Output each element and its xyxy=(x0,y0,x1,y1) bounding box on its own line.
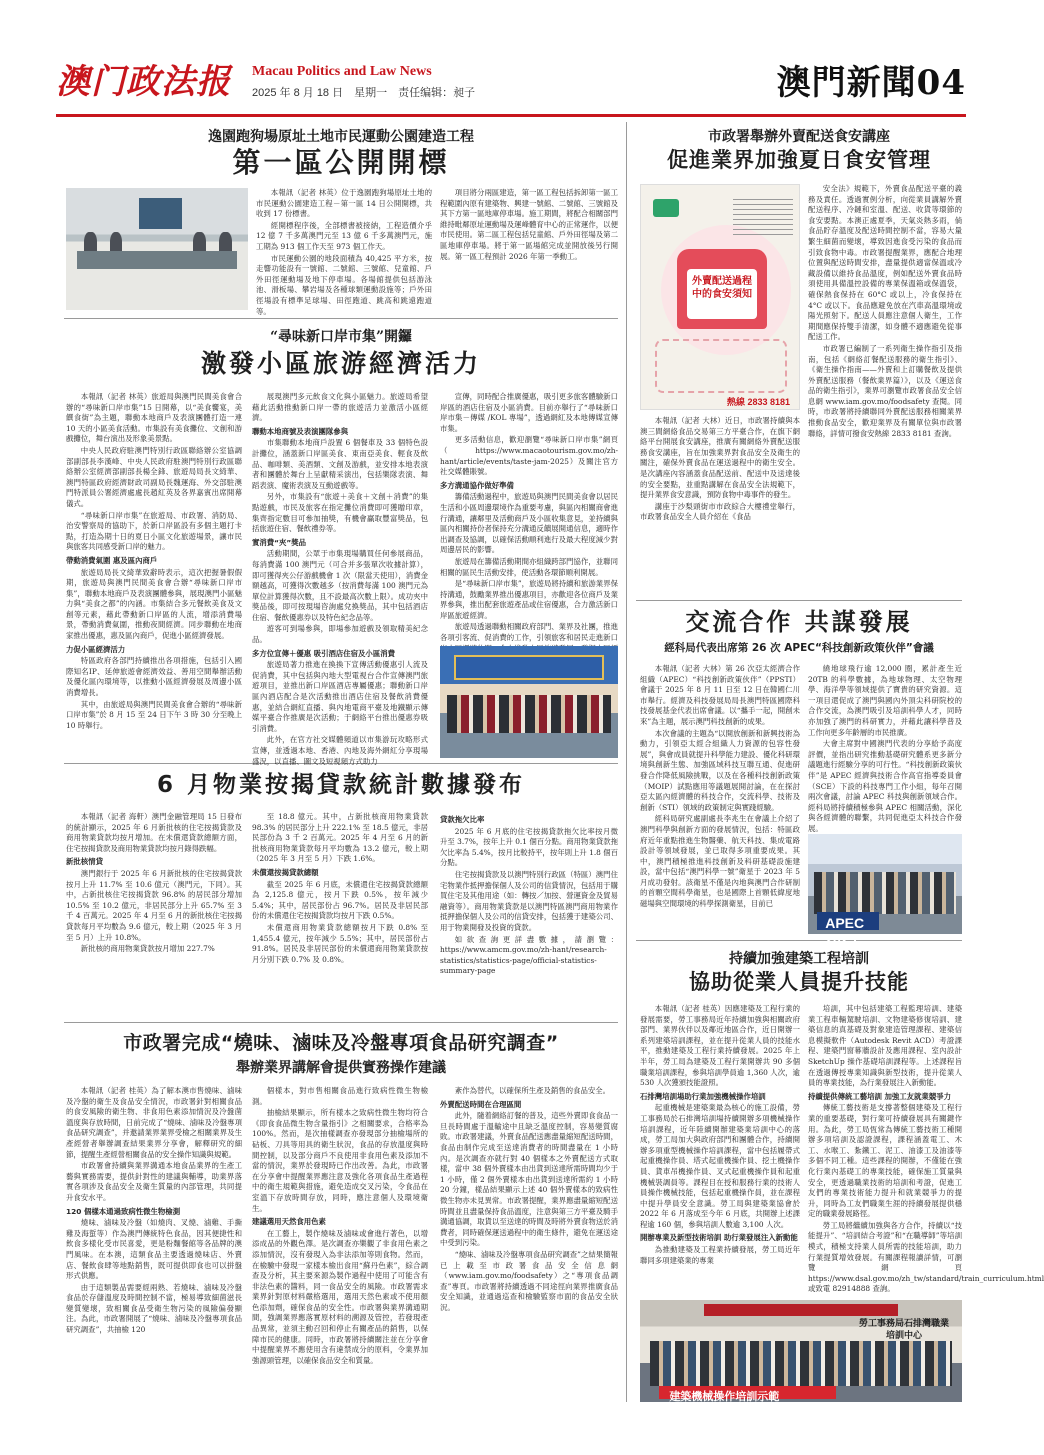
paragraph: 市政署已編制了一系列衛生操作指引及指南，包括《網絡訂餐配送服務的衛生指引》、《衛生操作指南——外賣和上訂購餐飲及提供外賣配送服務（餐飲業界篇）》，以及《運送食品的衛生指引》，業界可瀏覽市政署食品安全信息網 www.iam.gov.mo/foodsafety 查閱。同時，市政署將持續聯同外賣配送服務相關業界推動食品安全，歡迎業界及有關單位與市政署聯絡，詳情可撥食安熱線 2833 8181 查詢。 xyxy=(808,343,962,438)
paragraph: 住宅按揭貸款及以澳門特別行政區（特區）澳門住宅物業作抵押擔保個人及公司的信貸情況，包括用于購買住宅及其他用途（如：轉按／加按、營運資金及貿易融資等）。商用物業貸款是以澳門特區澳門商用物業作抵押擔保個人及公司的信貸安排，包括獲于建築公司、用于物業開發及投資的貸款。 xyxy=(440,869,618,932)
training-photo-banner: 勞工事務局石排灣職業培訓中心 xyxy=(859,1319,950,1342)
paragraph: “燒味、滷味及冷盤專項食品研究調查”之結果簡報已上載至市政署食品安全信息網（www.iam.gov.mo/foodsafety）之“專項食品調查”專頁。市政署將持續透過不同途徑向業界推廣食品安全知識，並通過巡查和檢驗監察市面的食品安全狀況。 xyxy=(440,1249,618,1312)
article-park-headline: 第一區公開開標 xyxy=(232,146,450,179)
masthead-divider xyxy=(56,114,966,117)
paragraph: 籌備活動過程中，旅遊局與澳門民間美食會以居民生活和小區周邊環境作為重要考慮，與區內相關商會進行溝通，讓鄰里及活動商戶及小區收集意見，並持續與區內相關持份者保持充分溝通反饋展開通信息，適時作出調查及協調，以確保活動順利進行及最大程度減少對周邊居民的影響。 xyxy=(440,492,618,555)
paragraph: 經科局研究處副處長李兆生在會議上介紹了澳門科學與創新方面的發展情況，包括：特區政府近年重點推進生物醫藥、航天科技、集成電路設計等領域發展，並已取得多項重要成果。其中，澳門積極推進科技創新及科研基礎設施建設，當中包括“澳門科學一號”衛星于 2023 年 5 月成功發射。該衛星不僅是內地與澳門合作研制的首顆空間科學衛星，也是國際上首顆低緯度地磁場與空間環境的科學探測衛星，目前已 xyxy=(640,814,800,909)
paragraph: 講座于沙梨頭街市市政綜合大樓禮堂舉行，市政署食品安全人員介紹在《食品 xyxy=(640,501,800,522)
article-apec-col1 xyxy=(640,664,800,936)
paragraph: 本報訊（記者 桂英）為了解本澳市售燒味、滷味及冷盤的衛生及食品安全情況，市政署針對相關食品的食安風險的衛生物、非食用色素添加情況及冷盤菌溫度與存放時間，日前完成了“燒味、滷味及冷盤專項食品研究調查”，并邀請業界業界受檢之相關業界及生產經營者舉辦調查結果業界分享會，解釋研究的細節，提醒生產經營相關食品的安全操作知識與規範。 xyxy=(66,1086,242,1159)
paragraph: 本報訊（記者 大林）近日，市政署持續與本澳三間網絡食品交易第三方平臺合作，在旗下網絡平台開展食安講座，推廣有關網絡外賣配送服務食安講座，旨在加強業界對食品安全及衛生的關注，確保外賣食品在運送過程中的衛生安全。是次講座內容涵蓋食品配送前、配送中及送達後的安全要點，並重點講解在食品安全法規範下，提升業界食安意識，預防食物中毒事件的發生。 xyxy=(640,416,800,500)
subheading: 新批核情貸 xyxy=(66,857,103,867)
subheading: 帶動消費氣圍 惠及區內商戶 xyxy=(66,555,158,565)
paragraph: 傳統工藝技術是支撐著整個建築及工程行業的重要基礎，對行業可持續發展具有關鍵作用。為此，勞工局恆常為傳統工藝技術工種開辦多項培訓及認證課程，課程涵蓋電工、木工、水喉工、紮鐵工、泥工、油漆工及油漆等多個不同工種。這些課程的開辦，不僅能在強化行業內基礎工的專業技能，確保施工質量與安全，更透過職業技術的培訓和考證，促進工友們的專業技術能力提升和就業競爭力的提升，同時為工友們職業生涯的持續發展提供穩定的職業發展路徑。 xyxy=(808,1103,962,1219)
section-divider-right-1 xyxy=(636,600,962,601)
article-market-col2 xyxy=(252,392,428,766)
article-food-survey-subhead: 舉辦業界講解會提供實務操作建議 xyxy=(236,1060,446,1076)
article-property-col3 xyxy=(440,812,618,1018)
page-section-title: 澳門新聞04 xyxy=(776,63,966,103)
paragraph: 燒味、滷味及冷盤（如燒肉、叉燒、滷雞、手撕雞及海蜇等）作為澳門傳統特色食品，因其便捷性和飲食多樣化受市民喜愛，更是粉麵餐館等各品牌的澳門風味。在本澳，這類食品主要透過燒味店、外賣店、餐飲食肆等地點銷售，既可提供即食也可以拼盤形式供應。 xyxy=(66,1218,242,1281)
subheading: 石排灣培訓場助行業加強機械操作培訓 xyxy=(640,1091,766,1101)
paragraph: 項目將分兩區建造，第一區工程包括拆卸第一區工程範圍內原有建築物、興建一號館、二號館、三號館及其下方第一區地庫停車場。施工期間，將配合相關部門維持毗鄰原址運動場及運峰體育中心的正常運作，以便市民使用。第二區工程包括兒童館、戶外田徑場及第二區地庫停車場。將于第一區場館完成並開放後另行開展。第一區工程預計 2026 年第一季動工。 xyxy=(440,188,618,261)
article-market-col3 xyxy=(440,392,618,642)
paragraph: 中央人民政府駐澳門特別行政區聯絡辦公室協調部副部長李漢峰、中央人民政府駐澳門特別行政區聯絡辦公室經濟部副部長楊全鋒、旅遊局局長文綺華、澳門特區政府經濟財政司副局長魏運海、外交部駐澳門特派員公署經濟處處長趙紅英及各界嘉賓出席開幕儀式。 xyxy=(66,445,242,508)
paragraph: 展現澳門多元飲食文化與小區魅力。旅遊局希望藉此活動推動新口岸一帶的旅遊活力並激活小區經濟。 xyxy=(252,392,428,423)
training-photo-sign: 建築機械操作培訓示範 xyxy=(669,1389,780,1403)
article-apec-headline: 交流合作 共謀發展 xyxy=(685,608,913,636)
paragraph: 為推動建築及工程業持續發展，勞工局近年聯同多項建築業的專業 xyxy=(640,1245,800,1265)
paragraph: 其中，由旅遊局與澳門民間美食會合辦的“尋味新口岸市集”於 8 月 15 至 24 日下午 3 時 30 分至晚上 10 時舉行。 xyxy=(66,699,242,730)
poster-title: 外賣配送過程中的食安須知 xyxy=(687,269,757,319)
paragraph: 安全法》規範下，外賣食品配送平臺的義務及責任。透過實例分析，向從業員講解外賣配送程序、冷鏈和室溫、配送、收貨等環節的食安要點。本澳正處夏季，天氣炎熱多雨，倘食品貯存溫度及配送時間控制不當，容易大量繁生細菌而變壞，導致因進食受污染的食品而引致食物中毒。市政署提醒業界，應配合地理位置與配送時間安排，盡量提供適當保溫或冷藏設備以維持食品溫度，例如配送外賣食品時須使用具備溫控設備的專業保溫箱或保溫袋，確保熱食保持在 60°C 或以上，冷食保持在 4°C 或以下。食品應避免放在汽車高溫環境或陽光照射下。配送人員應注意個人衛生，工作期間應保持雙手清潔，如身體不適應避免從事配送工作。 xyxy=(808,184,962,342)
paragraph: 由于這類製品需要經兩熟、若燒味、滷味及冷盤食品於存儲溫度及時間控制不當，極易導致細菌滋長變質變壞，致相關食品受衛生物污染的風險偏發顯注。為此，市政署開展了“燒味、滷味及冷盤專項食品研究調查”，共抽檢 120 xyxy=(66,1282,242,1335)
paragraph: “尋味新口岸市集”在旅遊局、市政署、消防局、治安警察局的協助下，於新口岸區設有多個主題打卡點，打造為期十日的夏日小區文化旅遊場景，讓市民與旅客共同感受新口岸的魅力。 xyxy=(66,510,242,552)
article-market-col1 xyxy=(66,392,242,762)
paragraph: 市集聯動本地商戶設置 6 個餐車及 33 個特色設計攤位，涵蓋新口岸區美食、東南亞美食、輕食及飲品、咖啡類、美酒類、文創及游戲，並安排本地表演者和團體於舞台上呈獻精采演出，包括樂隊表演、舞蹈表演、魔術表演及互動遊戲等。 xyxy=(252,438,428,490)
training-centre-photo xyxy=(640,1300,962,1402)
paragraph: 澳門銀行于 2025 年 6 月新批核的住宅按揭貸款按月上升 11.7% 至 10.6 億元（澳門元，下同）。其中，占新批核住宅按揭貸款 96.8% 的居民部分增加 10.5% 至 10.2 億元，非居民部分上升 65.7% 至 3 千 4 百萬元。2025 年 4 月至 6 月的新批核住宅按揭貸款每月平均數為 9.6 億元，較上期（2025 年 3 月至 5 月）上升 10.8%。 xyxy=(66,868,242,942)
paragraph: 繞地球飛行逾 12,000 圈，累計產生近 20TB 的科學數據，為地球物理、太空物理學、海洋學等領域提供了寶貴的研究資源。這一項目還促成了澳門與國內外頂尖科研院校的合作交流，為澳門吸引及培訓科學人才，同時亦加強了澳門的科研實力，并藉此讓科學普及工作向更多年齡層的市民推廣。 xyxy=(808,664,962,737)
paragraph: 個樣本，對市售相關食品進行致病性微生物檢測。 xyxy=(252,1086,428,1106)
paragraph: 2025 年 6 月底的住宅按揭貸款拖欠比率按月微升至 3.7%，按年上升 0.1 個百分點。商用物業貸款拖欠比率為 5.4%，按月比較持平，按年則上升 1.8 個百分點。 xyxy=(440,826,619,868)
paragraph: 未償還商用物業貸款總額按月下跌 0.8% 至 1,455.4 億元，按年減少 5.5%；其中，居民部份占 91.8%。居民及非居民部份的未償還商用物業貸款按月分別下跌 0.7% 及 0.8%。 xyxy=(252,922,428,964)
paragraph: 旅遊局局長文綺華致辭時表示，這次把握暑假假期，旅遊局與澳門民間美食會合辦“尋味新口岸市集”，聯動本地商戶及表演團體參與，展現澳門小區魅力與“美食之都”的內涵。市集結合多元餐飲美食及文創等元素，藉此帶動新口岸區的人流，增添消費場景，帶動消費氣圍，推動夜間經濟。同步聯動在地商家推出優惠，惠及區內商戶，促進小區經濟發展。 xyxy=(66,567,242,641)
paragraph: 起重機械是建築業最為核心的施工設備，勞工事務局於石排灣培訓場持續開辦多項機械操作培訓課程，近年陸續開辦建築業培訓中心的落成，勞工局加大與政府部門和團體合作，持續開辦多項重型機械操作培訓課程，當中包括履帶式起重機操作員、塔式起重機操作員、挖土機操作員、貨車吊機操作員、叉式起重機操作員和起重機械裝調員等。課程目在授和服務行業的技術人員操作機械技能，包括起重機操作員，並在課程中提升學員安全意識。勞工局與建築業協會於 2022 年 6 月落成至今年 6 月底，共開辦上述課程逾 160 個，參與培訓人數逾 3,100 人次。 xyxy=(640,1103,800,1229)
paragraph: 本報訊（記者 桂英）因應建築及工程行業的發展需要，勞工事務局近年持續加強與相關政府部門、業界伙伴以及鄰近地區合作，近日開辦一系列建築培訓課程，並在提升從業人員的技能水平，推動建築及工程行業持續發展。2025 年上半年，勞工局為建築及工程行業開辦共 90 多個職業培訓課程，參與培訓學員逾 1,360 人次，逾 530 人次獲頒技能證照。 xyxy=(640,1004,800,1088)
apec-photo-label: APEC 2025 xyxy=(825,915,865,947)
paragraph: 紊作為替代，以確保所生產及銷售的食品安全。 xyxy=(454,1086,611,1095)
paragraph: 勞工局將繼續加強與各方合作，持續以“技能提升”、“培訓結合考證”和“在職導師”等培訓模式，積極支持業人員所需的技能培訓，助力行業提質增效發展。有關課程報讀詳情，可瀏覽網頁 https://www.dsal.gov.mo/zh_tw/standard/train_curriculum.html 或致電 82914888 查詢。 xyxy=(808,1220,1044,1294)
article-food-survey-headline: 市政署完成“燒味、滷味及冷盤專項食品研究調查” xyxy=(123,1032,559,1054)
article-park-body-col2 xyxy=(440,188,618,314)
subheading: 多方位宣傳＋優惠 吸引酒店住宿及小區消費 xyxy=(252,648,395,658)
article-park-body-col1 xyxy=(256,188,432,314)
paragraph: 旅遊局在籌備活動期間亦組織跨部門協作，並聯同相關的區民生活動安排，使活動各環節順利開展。 xyxy=(440,556,618,577)
paragraph: 旅遊局著力推進在換換下宣傳活動優惠引人流及促消費，其中包括與內地大型電視台合作宣傳澳門旅遊項目，並推出新口岸區酒店專屬優惠；聯動新口岸區內酒店配合是次活動推出酒店住宿及餐飲消費優惠，並結合網紅直播、與內地電商平臺及地鐵顯示傳媒平臺合作推廣是次活動；于網絡平台推出優惠券吸引消費。 xyxy=(252,660,428,733)
poster-hotline: 熱線 2833 8181 xyxy=(727,397,791,407)
subheading: 力促小區經濟活力 xyxy=(66,644,126,654)
subheading: 實消費“夾”獎品 xyxy=(252,537,307,547)
article-food-survey-col2 xyxy=(252,1086,428,1402)
article-property-headline: 6 月物業按揭貸款統計數據發布 xyxy=(156,772,525,798)
article-training-col2 xyxy=(808,1004,1044,1296)
paragraph: 如欲查詢更詳盡數據，請瀏覽：https://www.amcm.gov.mo/zh-hant/research-statistics/statistics-page/official-statistics-summary-page xyxy=(440,934,618,976)
paragraph: 本報訊（記者 海軒）澳門金融管理局 15 日發布的統計顯示，2025 年 6 月新批核的住宅按揭貸款及商用物業貸款均按月增加。在未償還貸款總額方面，住宅按揭貸款及商用物業貸款均按月錄得跌幅。 xyxy=(66,812,242,853)
section-divider-right-2 xyxy=(636,940,962,941)
paragraph: 大會主席對中國澳門代表的分享給予高度評價，並指出研究推動基礎研究體系更多新分議題進行經驗分享的可行性。“科技創新政策伙伴”是 APEC 經濟與技術合作高官指導委員會（SCE）下設的科技專門工作小組，每年召開兩次會議，討論 APEC 科技與創新領域合作。經科局將持續積極參與 APEC 相關活動，深化與各經濟體的聯繫，共同促進亞太科技合作發展。 xyxy=(808,739,962,833)
main-column-divider xyxy=(626,122,627,1402)
paragraph: 市政署會持續與業界溝通本地食品業界的生產工藝與實務需要，提供針對性的建議與輔導，助業界落實各項涉及食品安全及衛生質量的內部管理，共同提升食安水平。 xyxy=(66,1161,242,1202)
apec-meeting-photo xyxy=(808,834,962,947)
paragraph: 本報訊（記者 大林）第 26 次亞太經濟合作組織（APEC）“科技創新政策伙伴”（PPSTI）會議于 2025 年 8 月 11 日至 12 日在韓國仁川市舉行。經濟及科技發展局局長澳門特區國際科技發展基金代表出席會議。以“攜手一起，開創未來”為主題，展示澳門科技創新的成果。 xyxy=(640,664,800,726)
paragraph: 培訓，其中包括建築工程監理培訓、建築業工程車輛駕駛培訓、文物建築修復培訓、建築信息的真基礎及對象建造管理課程、建築信息模擬軟件（Autodesk Revit ACD）考證課程、建築門窗幕牆設計及應用課程、室內設計 SketchUp 操作基礎培訓課程等。上述課程旨在透過傳授專業知識與新型技術，提升從業人員的專業技能，為行業發展注入新動能。 xyxy=(808,1004,962,1088)
paragraph: 經開標程序後，全部標書被接納，工程造價介乎 12 億 7 千多萬澳門元至 13 億 6 千多萬澳門元，施工期為 913 個工作天至 973 個工作天。 xyxy=(256,220,432,251)
paragraph: 活動期間，公眾于市集現場購買任何參展商品，每消費滿 100 澳門元（可合并多張單次收據計算），即可獲得夾公仔游戲機會 1 次（限當天使用），消費金額越高，可獲得次數越多（按消費每滿 100 澳門元為單位計算獲得次數，且不設最高次數上限）。成功夾中獎品後，即可按現場咨詢處兌換獎品，其中包括酒店住宿、餐飲優惠券以及特色紀念品等。 xyxy=(252,549,428,622)
article-delivery-kicker: 市政署舉辦外賣配送食安講座 xyxy=(708,129,890,145)
paragraph: 遊客可到場參與，即場參加遊戲及領取精美紀念品。 xyxy=(252,624,428,645)
article-food-survey-col1 xyxy=(66,1086,242,1402)
meeting-photo xyxy=(66,188,248,310)
article-delivery-col-right xyxy=(808,184,962,596)
article-delivery-col-left xyxy=(640,416,800,596)
article-park-kicker: 逸園跑狗場原址土地市民運動公園建造工程 xyxy=(208,129,474,145)
article-apec-col2 xyxy=(808,664,962,833)
paragraph: 本報訊（記者 林英）旅遊局與澳門民間美食會合辦的“尋味新口岸市集”15 日開幕，以“美食饗宴，美饌食街”為主題，聯動本地商戶及表演團體打造一連 10 天的小區美食活動。市集設有美食攤位、文創和游戲攤位，舞台演出及形象美景點。 xyxy=(66,392,242,444)
paragraph: 另外，市集設有“旅遊＋美食＋文創＋消費”的集點遊戲，市民及旅客在指定攤位消費即可獲贈印章，集齊指定數目可參加抽獎，有機會贏取豐富獎品，包括旅遊住宿、餐飲禮券等。 xyxy=(252,492,428,534)
paragraph: 至 18.8 億元。其中，占新批核商用物業貸款 98.3% 的居民部分上升 222.1% 至 18.5 億元，非居民部份為 3 千 2 百萬元。2025 年 4 月至 6 月的新批核商用物業貸款每月平均數為 13.2 億元，較上期（2025 年 3 月至 5 月）下跌 1.6%。 xyxy=(252,812,428,864)
article-training-kicker: 持續加強建築工程培訓 xyxy=(729,951,869,967)
paragraph: 此外，隨着網絡訂餐的普及，這些外賣即食食品一旦長時間處于溫輸途中且缺乏溫度控制，容易變質腐敗。市政署建議，外賣食品配送應盡量縮短配送時間，食品由制作完成至送達消費者的時間盡量在 1 小時內。是次調查亦就行對 40 個樣本之外賣配送方式取樣，當中 38 個外賣樣本由出貨到送達所需時間均少于 1 小時，僅 2 個外賣樣本由出貨到送達所需約 1 小時 20 分鐘，樣品結果顯示上述 40 個外賣樣本的致病性微生物亦未見異常。市政署提醒，業界應盡量縮短配送時間並且盡量保持食品溫度，注意與第三方平臺及騎手溝通協調，取貨以至送達的時間及時將外賣食物送於消費者，同時確保運送過程中的衛生條件，避免在運送途中受到污染。 xyxy=(440,1111,618,1248)
paragraph: 在工藝上，製作燒味及滷味或會進行著色，以增添成品的外觀色澤。是次調查亦樂觀了非食用色素之添加情況，沒有發現入為非法添加等則食物。然而，在檢驗中發現一家樣本檢出食用“蘇丹色素”，綜合調查及分析，其主要來源為製作過程中使用了可能含有非法色素的醬料，同一食品安全的風險。市政署需求業界針對原材料嚴格選用，選用天然色素或不使用顏色添加劑，確保食品的安全性。市政署與業界溝通期間，強調業界應落實原材料的溯源及管控，若發現產品異常，並須主動召回和停止有關產品的銷售，以保障市民的健康。同時，市政署將持續關注並在分享會中提醒業界不應使用含有違禁成分的原料，令業界加強源頭管理，以確保食品安全和質量。 xyxy=(252,1228,428,1365)
paragraph: 特區政府各部門持續推出各項措施，包括引入國際知名IP、延伸旅遊會經濟效益、善用空間舉辦活動及優化區內環境等，以推動小區經濟發展及周邊小區消費增長。 xyxy=(66,656,242,698)
delivery-safety-poster xyxy=(640,184,800,410)
section-divider-3 xyxy=(64,1022,618,1023)
newspaper-logo: 澳门政法报 xyxy=(56,62,231,102)
article-market-kicker: “尋味新口岸市集”開鑼 xyxy=(269,329,413,345)
subheading: 外賣配送時間在合理區間 xyxy=(440,1099,522,1109)
poster-brand-logo xyxy=(653,199,679,217)
article-market-headline: 激發小區旅游經濟活力 xyxy=(200,349,481,378)
subheading: 建議選用天然食用色素 xyxy=(252,1217,326,1227)
subheading: 持續提供傳統工藝培訓 加強工友就業競爭力 xyxy=(808,1091,951,1101)
article-training-col1 xyxy=(640,1004,800,1296)
subheading: 貸款拖欠比率 xyxy=(440,815,485,824)
paragraph: 新批核的商用物業貸款按月增加 227.7% xyxy=(80,944,215,954)
issue-date-editor: 2025 年 8 月 18 日 星期一 责任编辑：昶子 xyxy=(252,87,476,99)
paragraph: 截至 2025 年 6 月底，未償還住宅按揭貸款總額為 2,125.8 億元，按月下跌 0.5%，按年減少 5.4%；其中，居民部份占 96.7%。居民及非居民部份的未償還住宅按揭貸款均按月下跌 0.5%。 xyxy=(252,879,428,921)
newspaper-english-name: Macau Politics and Law News xyxy=(252,64,432,79)
delivery-box-icon xyxy=(677,249,767,329)
paragraph: 本次會議的主題為“以開放創新和新興技術為動力，引領亞太經合組織人力資源的包容性發展”，與會成員就提升科學能力建設、優化科研環境與創新生態、加強區域科技互聯互通、促進研發合作降低風險挑戰，以及在各種科技創新政策（MOIP）試點應用等議題展開討論，在在探討亞太區內經濟體的科技合作，交流科學、技術及創新（STI）領域的政策制定與實踐經驗。 xyxy=(640,728,800,812)
subheading: 開辦專業及新型技術培訓 助行業發展注入新動能 xyxy=(640,1233,798,1243)
article-apec-subhead: 經科局代表出席第 26 次 APEC“科技創新政策伙伴”會議 xyxy=(664,642,934,654)
masthead xyxy=(56,62,966,114)
paragraph: 宣傳，同時配合推廣優惠，吸引更多旅客體驗新口岸區的酒店住宿及小區消費。目前亦舉行了“尋味新口岸市集－傳媒 /KOL 專場”，透過網紅及本地傳媒宣傳市集。 xyxy=(440,392,618,433)
paragraph: 此外，在官方社交媒體頻道以市集游玩攻略形式宣傳，並透過本地、香港、內地及海外網紅分享現場盛況，以直播、圖文及短視頻方式助力 xyxy=(252,735,428,766)
paragraph: 抽檢結果顯示，所有樣本之致病性微生物均符合《即食食品微生物含量指引》之相關要求，合格率為 100%。然而，是次抽樣調查亦發現部分抽檢場所的砧板、刀具等用具的衛生狀況，食品的存放溫度與時間控制，以及部分商戶不良使用非食用色素及添加不當的情況，業界於發現時已作出改善。為此，市政署在分享會中提醒業界應注意及強化各項食品生產過程中的衛生規範與措施，避免造成交叉污染，令食品在室溫下存放時間存放，同時，應注意個人及環境衛生。 xyxy=(252,1108,428,1213)
paragraph: 市民運動公園的地段面積為 40,425 平方米，按走響功能設有一號館、二號館、三號館、兒童館、戶外田徑運動場及地下停車場。各場館提供包括游泳池、滑板場、攀岩場及各種球類運動設施等；戶外田徑場設有標準足球場、田徑跑道、跳高和跳遠跑道等。 xyxy=(256,253,432,316)
article-food-survey-col3 xyxy=(440,1086,618,1402)
article-property-col1 xyxy=(66,812,242,1018)
paragraph: 旅遊局透過聯動相關政府部門、業界及社團，推進各項引客流、促消費的工作，引領旅客和居民走進新口 xyxy=(440,622,618,643)
subheading: 未償還按揭貸款總額 xyxy=(252,867,319,877)
article-property-col2 xyxy=(252,812,428,1018)
article-training-headline: 協助從業人員提升技能 xyxy=(689,970,909,994)
paragraph: 更多活動信息，歡迎瀏覽“尋味新口岸市集”網頁（https://www.macaotourism.gov.mo/zh-hant/article/events/taste-jam-2025）及關注官方社交媒體賬號。 xyxy=(440,435,618,477)
paragraph: 本報訊（記者 林英）位于逸園跑狗場原址土地的市民運動公園建造工程－第一區 14 日公開開標，共收到 17 份標書。 xyxy=(256,188,432,219)
subheading: 120 個樣本通過致病性微生物檢測 xyxy=(66,1206,181,1216)
section-divider-1 xyxy=(64,318,618,319)
market-opening-photo xyxy=(440,646,618,758)
paragraph: 是“尋味新口岸市集”，旅遊局將持續和旅游業界保持溝通，鼓勵業界推出優惠項目，亦歡迎各位商戶及業界參與，推出配套旅遊產品或住宿優惠，合力激活新口岸區旅遊經濟。 xyxy=(440,579,618,620)
subheading: 聯動本地商號及表演團隊參與 xyxy=(252,426,349,436)
article-delivery-headline: 促進業界加強夏日食安管理 xyxy=(667,148,931,172)
subheading: 多方溝通協作做好準備 xyxy=(440,480,514,490)
